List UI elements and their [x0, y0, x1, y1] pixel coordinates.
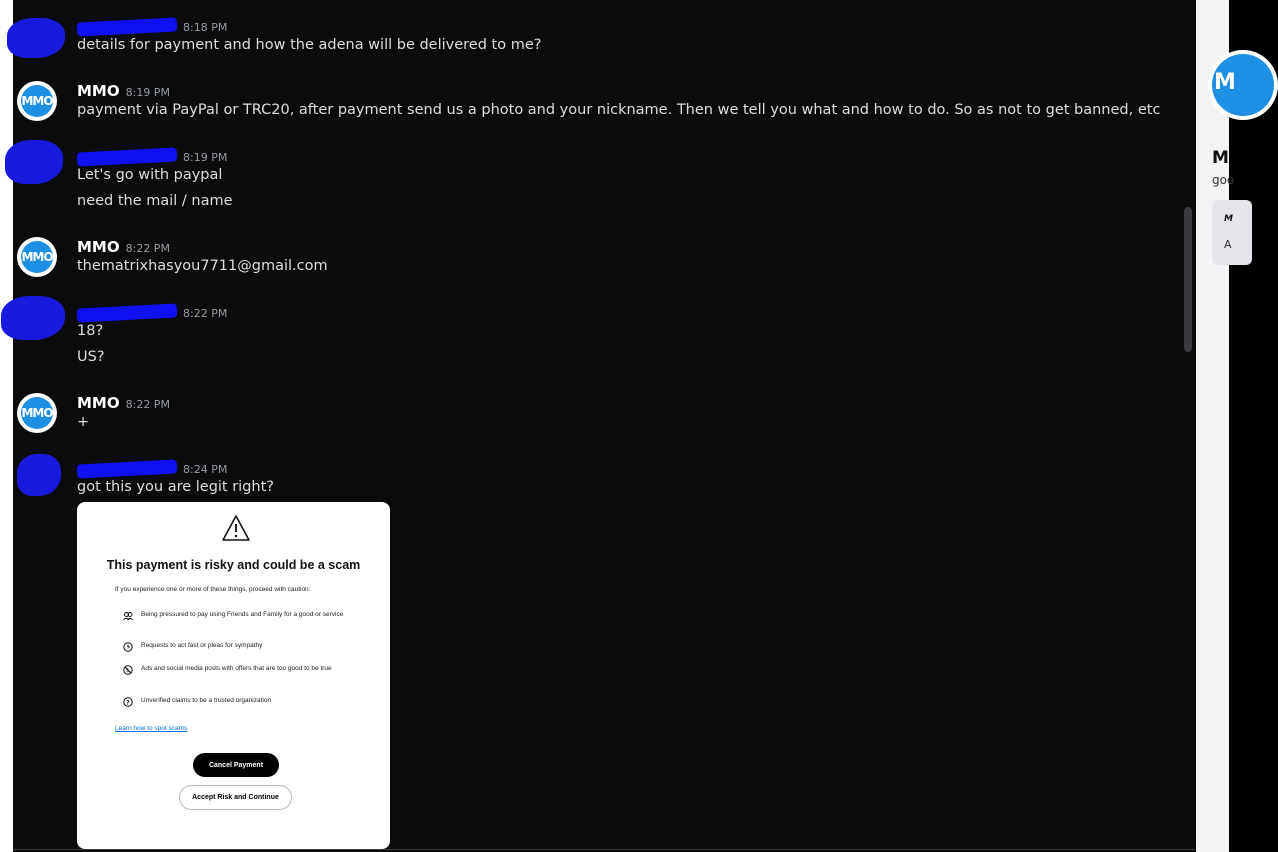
profile-info-card — [1212, 200, 1252, 265]
scrollbar-thumb[interactable] — [1184, 207, 1192, 352]
profile-name: M — [1212, 148, 1229, 168]
mmo-avatar[interactable]: MMO — [17, 393, 57, 433]
message-text: got this you are legit right? — [77, 479, 274, 495]
redacted-username[interactable] — [77, 459, 178, 478]
message-text: details for payment and how the adena will be delivered to me? — [77, 37, 542, 53]
svg-text:?: ? — [126, 699, 130, 707]
message-text: payment via PayPal or TRC20, after payment send us a photo and your nickname. Then we tell you what and how to do. So as not to get banned, etc — [77, 102, 1161, 118]
redacted-username[interactable] — [77, 303, 178, 322]
profile-card-text: A — [1224, 238, 1232, 251]
message-text: + — [77, 414, 90, 430]
image-attachment[interactable]: This payment is risky and could be a scam If you experience one or more of these things, proceed with caution: Being pressured to pay using Friends and Family for a good or service Requests to act fast or pleas for sympathy $ Ads and social media posts with offers that are too good to be true ? Unverified claims to be a trusted organization Learn how to spot scams Cancel Payment Accept Risk and Continue — [77, 502, 390, 849]
profile-avatar[interactable]: M — [1208, 50, 1278, 120]
profile-panel — [1196, 0, 1236, 852]
message-text: Let's go with paypal — [77, 167, 223, 183]
cancel-payment-button[interactable]: Cancel Payment — [193, 753, 279, 777]
profile-card-heading: M — [1224, 214, 1233, 224]
redacted-avatar[interactable] — [7, 18, 65, 58]
window-edge — [0, 0, 13, 852]
message-timestamp: 8:22 PM — [125, 398, 170, 411]
warning-intro: If you experience one or more of these things, proceed with caution: — [115, 586, 311, 593]
no-offer-icon — [123, 665, 133, 675]
learn-scams-link[interactable]: Learn how to spot scams — [115, 725, 188, 732]
warning-title: This payment is risky and could be a scam — [106, 558, 361, 572]
redacted-avatar[interactable] — [1, 296, 65, 340]
message-timestamp: 8:19 PM — [183, 151, 228, 164]
message-timestamp: 8:19 PM — [125, 86, 170, 99]
message-timestamp: 8:22 PM — [183, 307, 228, 320]
people-icon — [123, 611, 133, 621]
message-text: need the mail / name — [77, 193, 233, 209]
author-name[interactable]: MMO — [77, 82, 120, 100]
redacted-username[interactable] — [77, 147, 178, 166]
author-name[interactable]: MMO — [77, 238, 120, 256]
message-text: US? — [77, 349, 105, 365]
accept-risk-button[interactable]: Accept Risk and Continue — [179, 785, 292, 810]
author-name[interactable]: MMO — [77, 394, 120, 412]
question-icon — [123, 697, 133, 707]
clock-icon — [123, 642, 133, 652]
message-timestamp: 8:24 PM — [183, 463, 228, 476]
warning-icon — [221, 514, 251, 542]
svg-text:$: $ — [126, 668, 130, 674]
message-text: 18? — [77, 323, 104, 339]
redacted-avatar[interactable] — [5, 140, 63, 184]
divider — [13, 849, 1195, 850]
redacted-avatar[interactable] — [17, 454, 61, 496]
mmo-avatar[interactable]: MMO — [17, 81, 57, 121]
message-timestamp: 8:22 PM — [125, 242, 170, 255]
profile-username: goo — [1212, 173, 1235, 187]
message-timestamp: 8:18 PM — [183, 21, 228, 34]
mmo-avatar[interactable]: MMO — [17, 237, 57, 277]
redacted-username[interactable] — [77, 17, 178, 36]
message-text: thematrixhasyou7711@gmail.com — [77, 258, 328, 274]
